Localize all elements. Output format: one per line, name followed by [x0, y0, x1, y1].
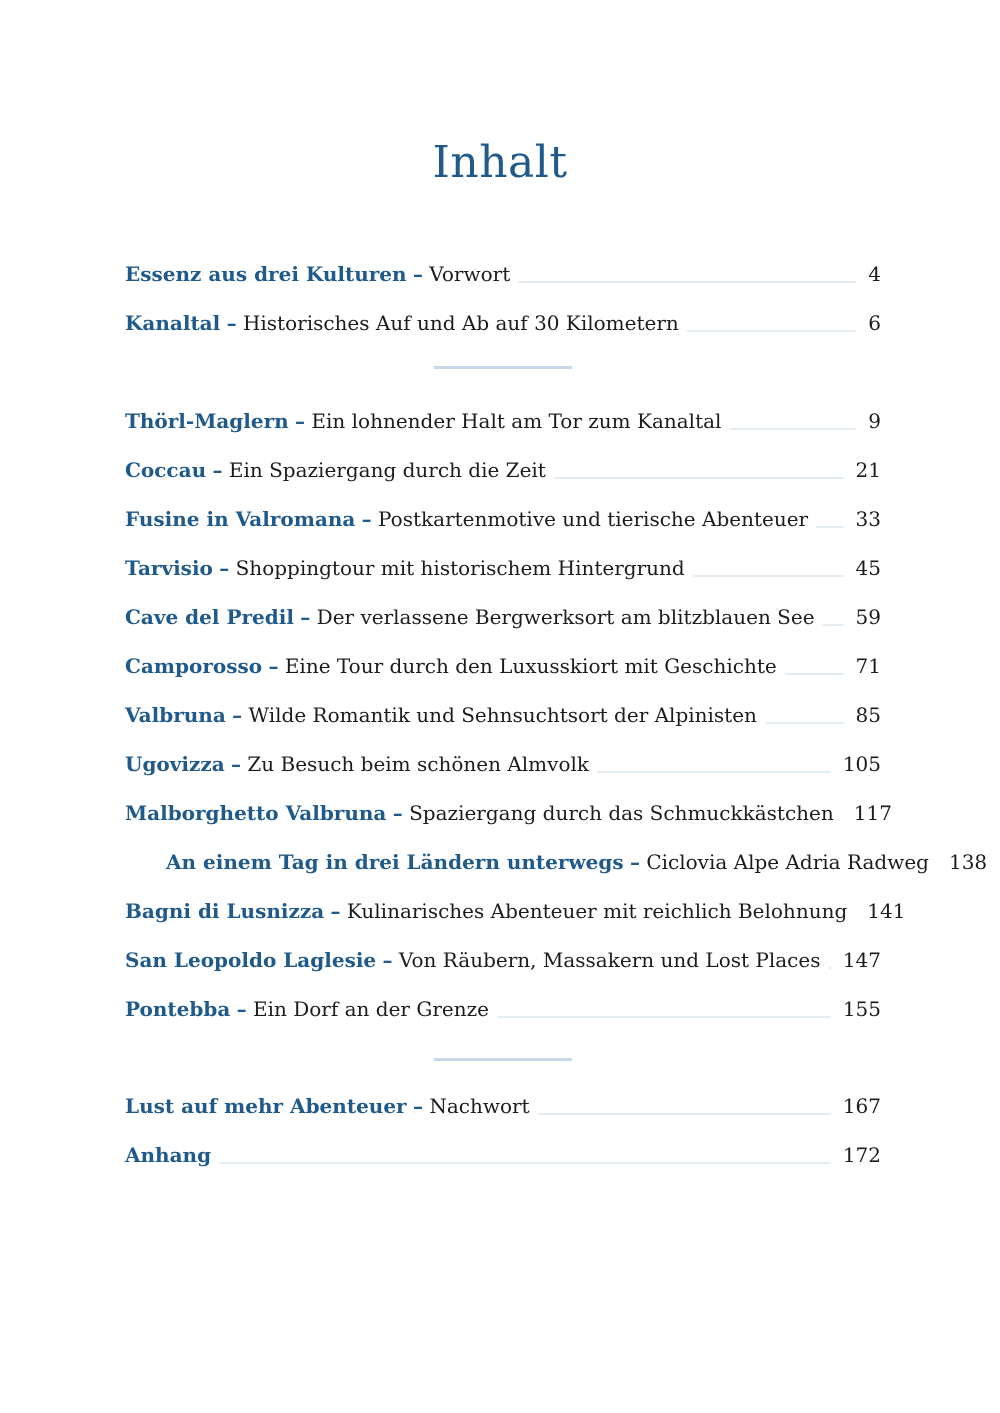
- toc-description: Der verlassene Bergwerksort am blitzblauen See: [316, 605, 815, 629]
- toc-page-number: 6: [868, 311, 881, 335]
- toc-place: Anhang: [125, 1143, 212, 1167]
- toc-entry[interactable]: Fusine in Valromana – Postkartenmotive und tierische Abenteuer 33: [125, 507, 881, 531]
- toc-entry[interactable]: Camporosso – Eine Tour durch den Luxusskiort mit Geschichte 71: [125, 654, 881, 678]
- toc-entry[interactable]: San Leopoldo Laglesie – Von Räubern, Massakern und Lost Places 147: [125, 948, 881, 972]
- toc-place: An einem Tag in drei Ländern unterwegs: [166, 850, 624, 874]
- section-divider: [434, 366, 572, 369]
- toc-description: Vorwort: [429, 262, 511, 286]
- toc-page-number: 9: [868, 409, 881, 433]
- toc-place: Kanaltal: [125, 311, 221, 335]
- toc-description: Historisches Auf und Ab auf 30 Kilometern: [242, 311, 679, 335]
- toc-leader: [597, 771, 831, 773]
- toc-page-number: 85: [855, 703, 881, 727]
- toc-place: Camporosso: [125, 654, 263, 678]
- toc-page-number: 71: [855, 654, 881, 678]
- toc-entry[interactable]: Thörl-Maglern – Ein lohnender Halt am Tor zum Kanaltal 9: [125, 409, 881, 433]
- toc-entry[interactable]: Malborghetto Valbruna – Spaziergang durch das Schmuckkästchen 117: [125, 801, 892, 825]
- toc-page-number: 117: [853, 801, 892, 825]
- toc-description: Postkartenmotive und tierische Abenteuer: [378, 507, 809, 531]
- toc-leader: [816, 526, 843, 528]
- toc-page-number: 147: [842, 948, 881, 972]
- toc-leader: [828, 967, 830, 969]
- toc-leader: [538, 1113, 831, 1115]
- page-title: Inhalt: [432, 137, 568, 189]
- toc-leader: [823, 624, 844, 626]
- toc-leader: [693, 575, 844, 577]
- toc-page-number: 45: [855, 556, 881, 580]
- toc-description: Ein lohnender Halt am Tor zum Kanaltal: [311, 409, 722, 433]
- toc-leader: [518, 281, 856, 283]
- toc-description: Wilde Romantik und Sehnsuchtsort der Alpinisten: [248, 703, 757, 727]
- toc-place: San Leopoldo Laglesie: [125, 948, 377, 972]
- toc-description: Shoppingtour mit historischem Hintergrund: [235, 556, 685, 580]
- toc-page-number: 155: [842, 997, 881, 1021]
- toc-description: Ciclovia Alpe Adria Radweg: [646, 850, 929, 874]
- toc-entry[interactable]: Coccau – Ein Spaziergang durch die Zeit 21: [125, 458, 881, 482]
- toc-entry[interactable]: Pontebba – Ein Dorf an der Grenze 155: [125, 997, 881, 1021]
- toc-place: Tarvisio: [125, 556, 213, 580]
- toc-page-number: 4: [868, 262, 881, 286]
- toc-page-number: 172: [842, 1143, 881, 1167]
- toc-leader: [729, 428, 856, 430]
- toc-place: Ugovizza: [125, 752, 225, 776]
- toc-entry[interactable]: Ugovizza – Zu Besuch beim schönen Almvolk 105: [125, 752, 881, 776]
- toc-entry[interactable]: Essenz aus drei Kulturen – Vorwort 4: [125, 262, 881, 286]
- toc-leader: [554, 477, 844, 479]
- toc-description: Eine Tour durch den Luxusskiort mit Geschichte: [284, 654, 777, 678]
- toc-description: Nachwort: [429, 1094, 530, 1118]
- toc-place: Thörl-Maglern: [125, 409, 289, 433]
- toc-leader: [687, 330, 857, 332]
- toc-place: Cave del Predil: [125, 605, 294, 629]
- toc-entry[interactable]: Valbruna – Wilde Romantik und Sehnsuchtsort der Alpinisten 85: [125, 703, 881, 727]
- toc-place: Pontebba: [125, 997, 231, 1021]
- toc-entry[interactable]: [125, 1138, 881, 1168]
- toc-description: Zu Besuch beim schönen Almvolk: [247, 752, 590, 776]
- toc-entry[interactable]: Lust auf mehr Abenteuer – Nachwort 167: [125, 1094, 881, 1118]
- toc-leader: [785, 673, 844, 675]
- toc-leader: [497, 1016, 831, 1018]
- toc-page-number: 59: [855, 605, 881, 629]
- toc-entry[interactable]: Kanaltal – Historisches Auf und Ab auf 30 Kilometern 6: [125, 311, 881, 335]
- toc-page-number: 21: [855, 458, 881, 482]
- toc-description: Spaziergang durch das Schmuckkästchen: [409, 801, 834, 825]
- toc-entry[interactable]: Bagni di Lusnizza – Kulinarisches Abenteuer mit reichlich Belohnung 141: [125, 899, 906, 923]
- toc-description: Ein Spaziergang durch die Zeit: [228, 458, 546, 482]
- toc-description: Ein Dorf an der Grenze: [253, 997, 489, 1021]
- toc-place: Essenz aus drei Kulturen: [125, 262, 407, 286]
- toc-place: Malborghetto Valbruna: [125, 801, 387, 825]
- toc-page-number: 105: [842, 752, 881, 776]
- toc-entry[interactable]: Tarvisio – Shoppingtour mit historischem Hintergrund 45: [125, 556, 881, 580]
- toc-place: Bagni di Lusnizza: [125, 899, 325, 923]
- toc-place: Coccau: [125, 458, 207, 482]
- toc-entry[interactable]: Cave del Predil – Der verlassene Bergwerksort am blitzblauen See 59: [125, 605, 881, 629]
- toc-description: Von Räubern, Massakern und Lost Places: [398, 948, 821, 972]
- toc-leader: [765, 722, 844, 724]
- toc-leader: [219, 1162, 831, 1164]
- toc-place: Fusine in Valromana: [125, 507, 356, 531]
- toc-page-number: 167: [842, 1094, 881, 1118]
- toc-place: Lust auf mehr Abenteuer: [125, 1094, 407, 1118]
- toc-page-number: 141: [867, 899, 906, 923]
- toc-place: Valbruna: [125, 703, 226, 727]
- toc-page-number: 138: [948, 850, 988, 874]
- toc-subentry[interactable]: An einem Tag in drei Ländern unterwegs – Ciclovia Alpe Adria Radweg 138: [166, 850, 988, 874]
- toc-page-number: 33: [855, 507, 881, 531]
- section-divider: [434, 1058, 572, 1061]
- toc-description: Kulinarisches Abenteuer mit reichlich Belohnung: [346, 899, 848, 923]
